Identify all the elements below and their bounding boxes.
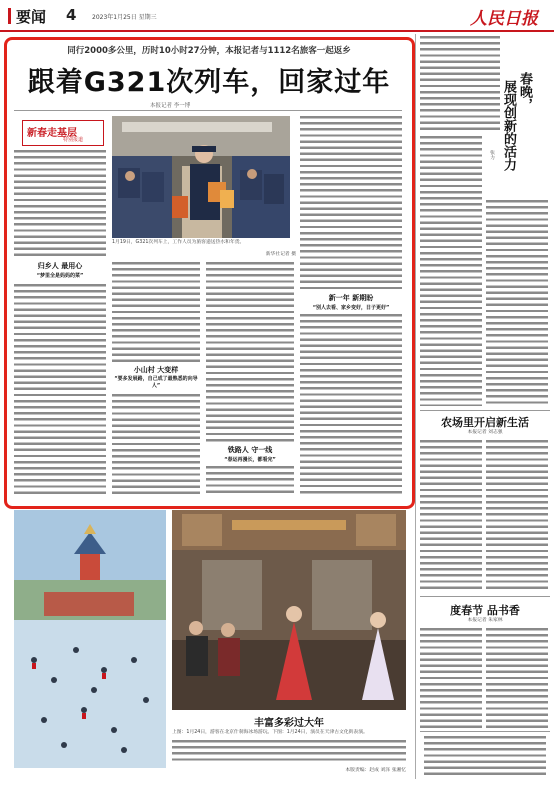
train-photo-caption: 1月19日，G321次列车上，工作人员为旅客递送热水和年货。 (112, 240, 245, 245)
column-logo-title: 新春走基层 (27, 128, 77, 139)
festival-box-byline: 本报记者 朱家林 (467, 618, 503, 623)
issue-date: 2023年1月25日 星期三 (92, 14, 157, 21)
festival-box-headline[interactable]: 度春节 品书香 (450, 604, 520, 617)
right-col-text-b (420, 136, 482, 406)
ice-rink-photo (14, 510, 166, 768)
divider (420, 596, 550, 597)
rural-box-text-a (420, 440, 482, 590)
subhead-1: 归乡人 最用心 (37, 262, 83, 270)
lead-body-col-4a (300, 116, 402, 292)
subhead-4: 新一年 新期盼 (328, 294, 374, 302)
column-logo-sub: 特别报道 (63, 137, 84, 143)
subhead-2-quote: “要多发展路，自己成了最熟悉的向导人” (114, 376, 198, 389)
subhead-4-quote: “别人去看、家乡变好，日子更好” (312, 305, 390, 311)
festival-box-text-b (486, 628, 548, 728)
rural-box-text-b (486, 440, 548, 590)
right-col-text-a (420, 36, 500, 132)
festival-photo-caption-more (172, 740, 406, 764)
train-interior-photo (112, 116, 290, 238)
lead-body-col-3b (206, 466, 294, 494)
festival-box-text-a (420, 628, 482, 728)
page-editor-credit: 本版责编：赵成 刘泽 张湘忆 (345, 768, 406, 773)
subhead-3-quote: “春运再漫长，都看完” (224, 457, 276, 463)
right-col-text-c (486, 200, 548, 406)
festival-photo-caption: 上图：1月24日，游客在北京什刹海冰场游玩。下图：1月24日，演员在天津古文化街表演。 (172, 730, 368, 735)
subhead-3: 铁路人 守一线 (227, 446, 273, 454)
lead-headline[interactable]: 跟着G321次列车，回家过年 (27, 67, 391, 98)
subhead-2: 小山村 大变样 (133, 366, 179, 374)
masthead-logo: 人民日报 (470, 9, 538, 29)
divider (420, 410, 550, 411)
section-name: 要闻 (16, 8, 47, 26)
subhead-1-quote: “梦里全是妈妈的菜” (36, 273, 84, 279)
lead-kicker: 同行2000多公里，历时10小时27分钟，本报记者与1112名旅客一起返乡 (67, 46, 351, 56)
side-column-headline-1[interactable]: 春晚， (517, 72, 532, 111)
divider (14, 110, 402, 111)
editor-credits (424, 736, 546, 776)
lead-body-col-3a (206, 262, 294, 442)
page-number: 4 (66, 6, 77, 24)
opera-performance-photo (172, 510, 406, 710)
lead-body-col-2a (112, 262, 200, 362)
lead-body-col-1a (14, 150, 106, 260)
column-separator (415, 34, 416, 779)
festival-photo-title[interactable]: 丰富多彩过大年 (254, 718, 324, 729)
lead-byline: 本报记者 李一博 (150, 103, 191, 109)
side-column-byline: 张力 (489, 150, 494, 160)
rural-box-headline[interactable]: 农场里开启新生活 (441, 416, 529, 429)
divider (420, 731, 550, 732)
rural-box-byline: 本报记者 刘志强 (467, 430, 503, 435)
train-photo-credit: 新华社记者 摄 (265, 252, 296, 257)
lead-body-col-1b (14, 284, 106, 494)
side-column-headline-2[interactable]: 展现创新的活力 (501, 80, 516, 171)
lead-body-col-4b (300, 314, 402, 494)
section-marker (8, 8, 11, 24)
lead-body-col-2b (112, 394, 200, 494)
column-logo (22, 120, 104, 146)
